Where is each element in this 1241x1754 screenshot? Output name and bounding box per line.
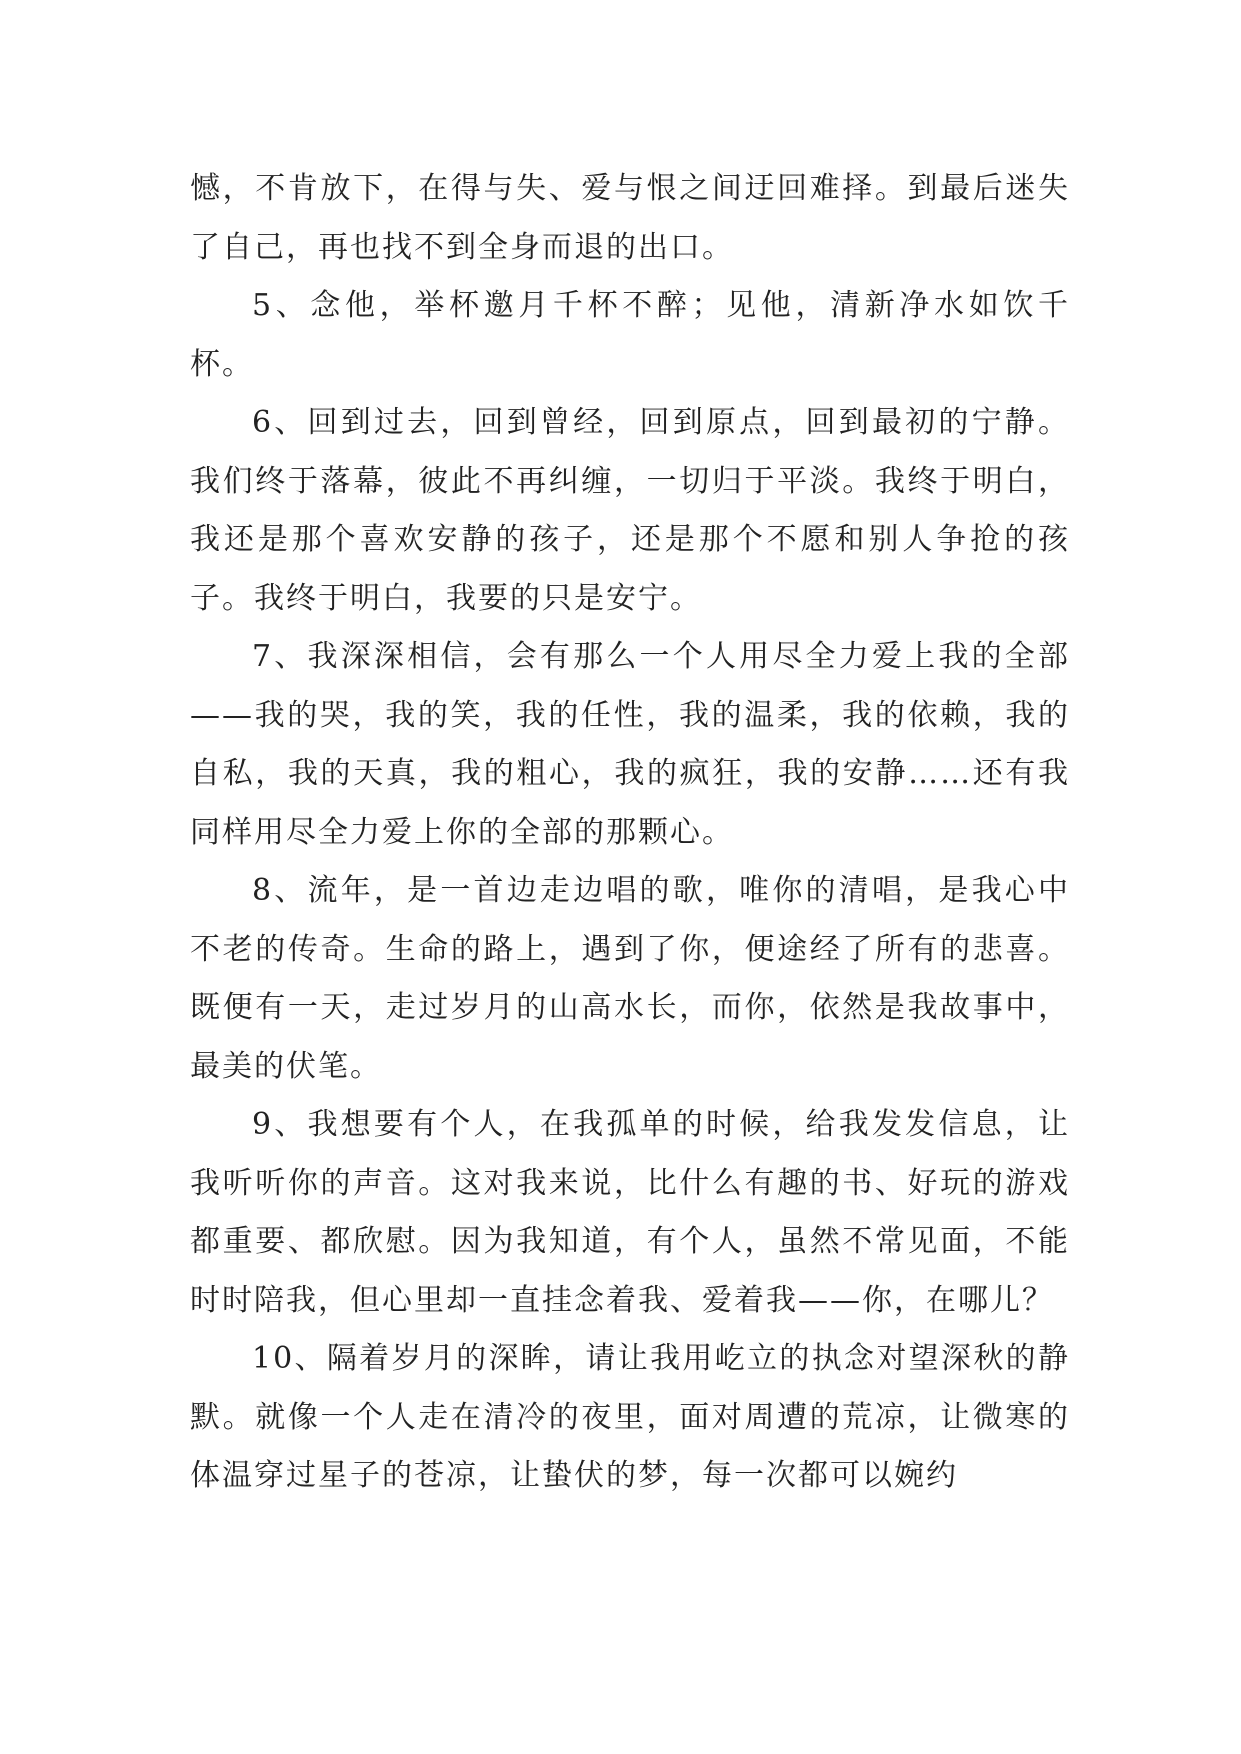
document-body [190,160,1070,1506]
paragraph-item-10: 10、隔着岁月的深眸，请让我用屹立的执念对望深秋的静默。就像一个人走在清冷的夜里，面对周遭的荒凉，让微寒的体温穿过星子的苍凉，让蛰伏的梦，每一次都可以婉约 [190,1341,1070,1493]
paragraph-item-8: 8、流年，是一首边走边唱的歌，唯你的清唱，是我心中不老的传奇。生命的路上，遇到了你，便途经了所有的悲喜。既便有一天，走过岁月的山高水长，而你，依然是我故事中，最美的伏笔。 [190,873,1070,1084]
paragraph-item-6: 6、回到过去，回到曾经，回到原点，回到最初的宁静。我们终于落幕，彼此不再纠缠，一切归于平淡。我终于明白，我还是那个喜欢安静的孩子，还是那个不愿和别人争抢的孩子。我终于明白，我要的只是安宁。 [190,405,1070,616]
paragraph-item-7: 7、我深深相信，会有那么一个人用尽全力爱上我的全部——我的哭，我的笑，我的任性，我的温柔，我的依赖，我的自私，我的天真，我的粗心，我的疯狂，我的安静……还有我同样用尽全力爱上你的全部的那颗心。 [190,639,1070,850]
paragraph-item-9: 9、我想要有个人，在我孤单的时候，给我发发信息，让我听听你的声音。这对我来说，比什么有趣的书、好玩的游戏都重要、都欣慰。因为我知道，有个人，虽然不常见面，不能时时陪我，但心里却一直挂念着我、爱着我——你，在哪儿？ [190,1107,1070,1318]
paragraph-item-5: 5、念他，举杯邀月千杯不醉；见他，清新净水如饮千杯。 [190,288,1070,382]
paragraph-continued: 憾，不肯放下，在得与失、爱与恨之间迂回难择。到最后迷失了自己，再也找不到全身而退的出口。 [190,171,1070,265]
